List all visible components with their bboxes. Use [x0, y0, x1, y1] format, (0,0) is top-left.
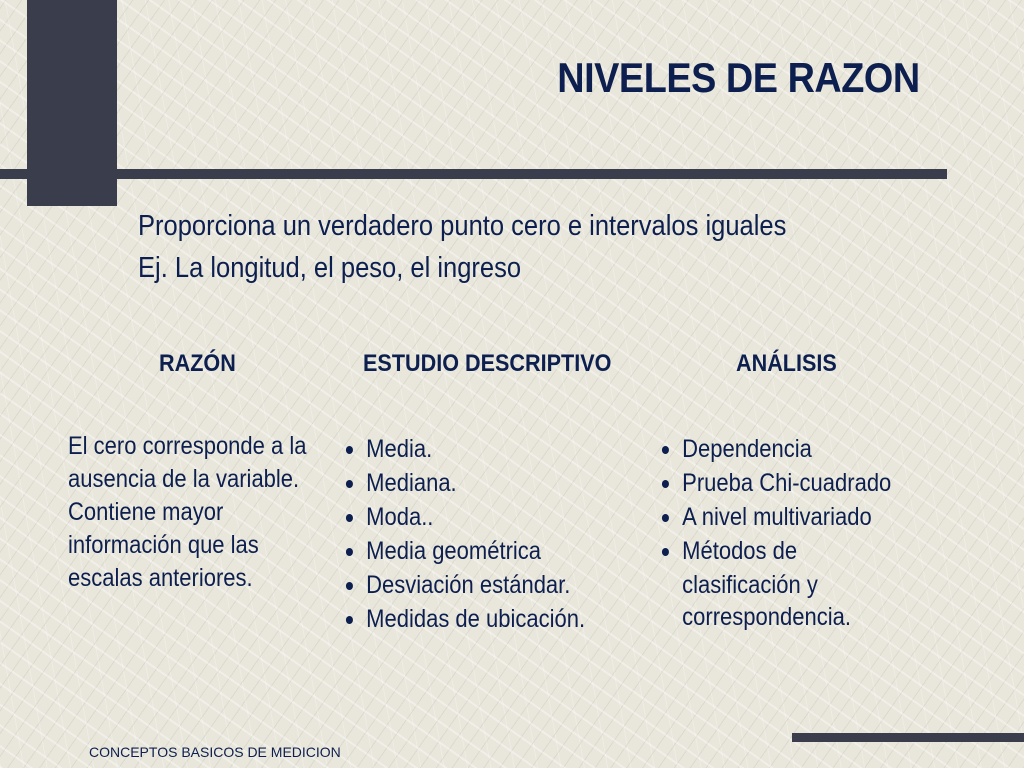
analisis-continuation-line: clasificación y	[682, 571, 818, 599]
razon-line: El cero corresponde a la	[68, 432, 307, 460]
slide-title: NIVELES DE RAZON	[557, 54, 920, 101]
column-heading-razon: RAZÓN	[159, 350, 236, 377]
razon-line: ausencia de la variable.	[68, 465, 300, 493]
list-item: Desviación estándar.	[338, 568, 585, 602]
list-item: Moda..	[338, 500, 585, 534]
list-item: Prueba Chi-cuadrado	[654, 466, 891, 500]
column-heading-estudio: ESTUDIO DESCRIPTIVO	[363, 350, 612, 377]
list-item: Mediana.	[338, 466, 585, 500]
list-item: Métodos de	[654, 534, 891, 568]
razon-description	[68, 430, 306, 595]
intro-line-1: Proporciona un verdadero punto cero e intervalos iguales	[138, 210, 787, 242]
analisis-continuation-line: correspondencia.	[682, 603, 851, 631]
estudio-list	[338, 432, 585, 636]
razon-line: escalas anteriores.	[68, 564, 253, 592]
slide-footer: CONCEPTOS BASICOS DE MEDICION	[89, 744, 341, 760]
column-heading-analisis: ANÁLISIS	[736, 350, 837, 377]
analisis-list	[654, 432, 891, 568]
list-item: Medidas de ubicación.	[338, 602, 585, 636]
list-item: A nivel multivariado	[654, 500, 891, 534]
bottom-divider-bar	[792, 733, 1024, 742]
analisis-continuation	[654, 568, 818, 602]
intro-line-2: Ej. La longitud, el peso, el ingreso	[138, 252, 522, 284]
list-item: Media.	[338, 432, 585, 466]
list-item: Dependencia	[654, 432, 891, 466]
top-divider-bar	[0, 169, 947, 179]
list-item: Media geométrica	[338, 534, 585, 568]
razon-line: información que las	[68, 531, 259, 559]
intro-text	[138, 205, 786, 289]
analisis-continuation	[654, 600, 851, 634]
razon-line: Contiene mayor	[68, 498, 224, 526]
